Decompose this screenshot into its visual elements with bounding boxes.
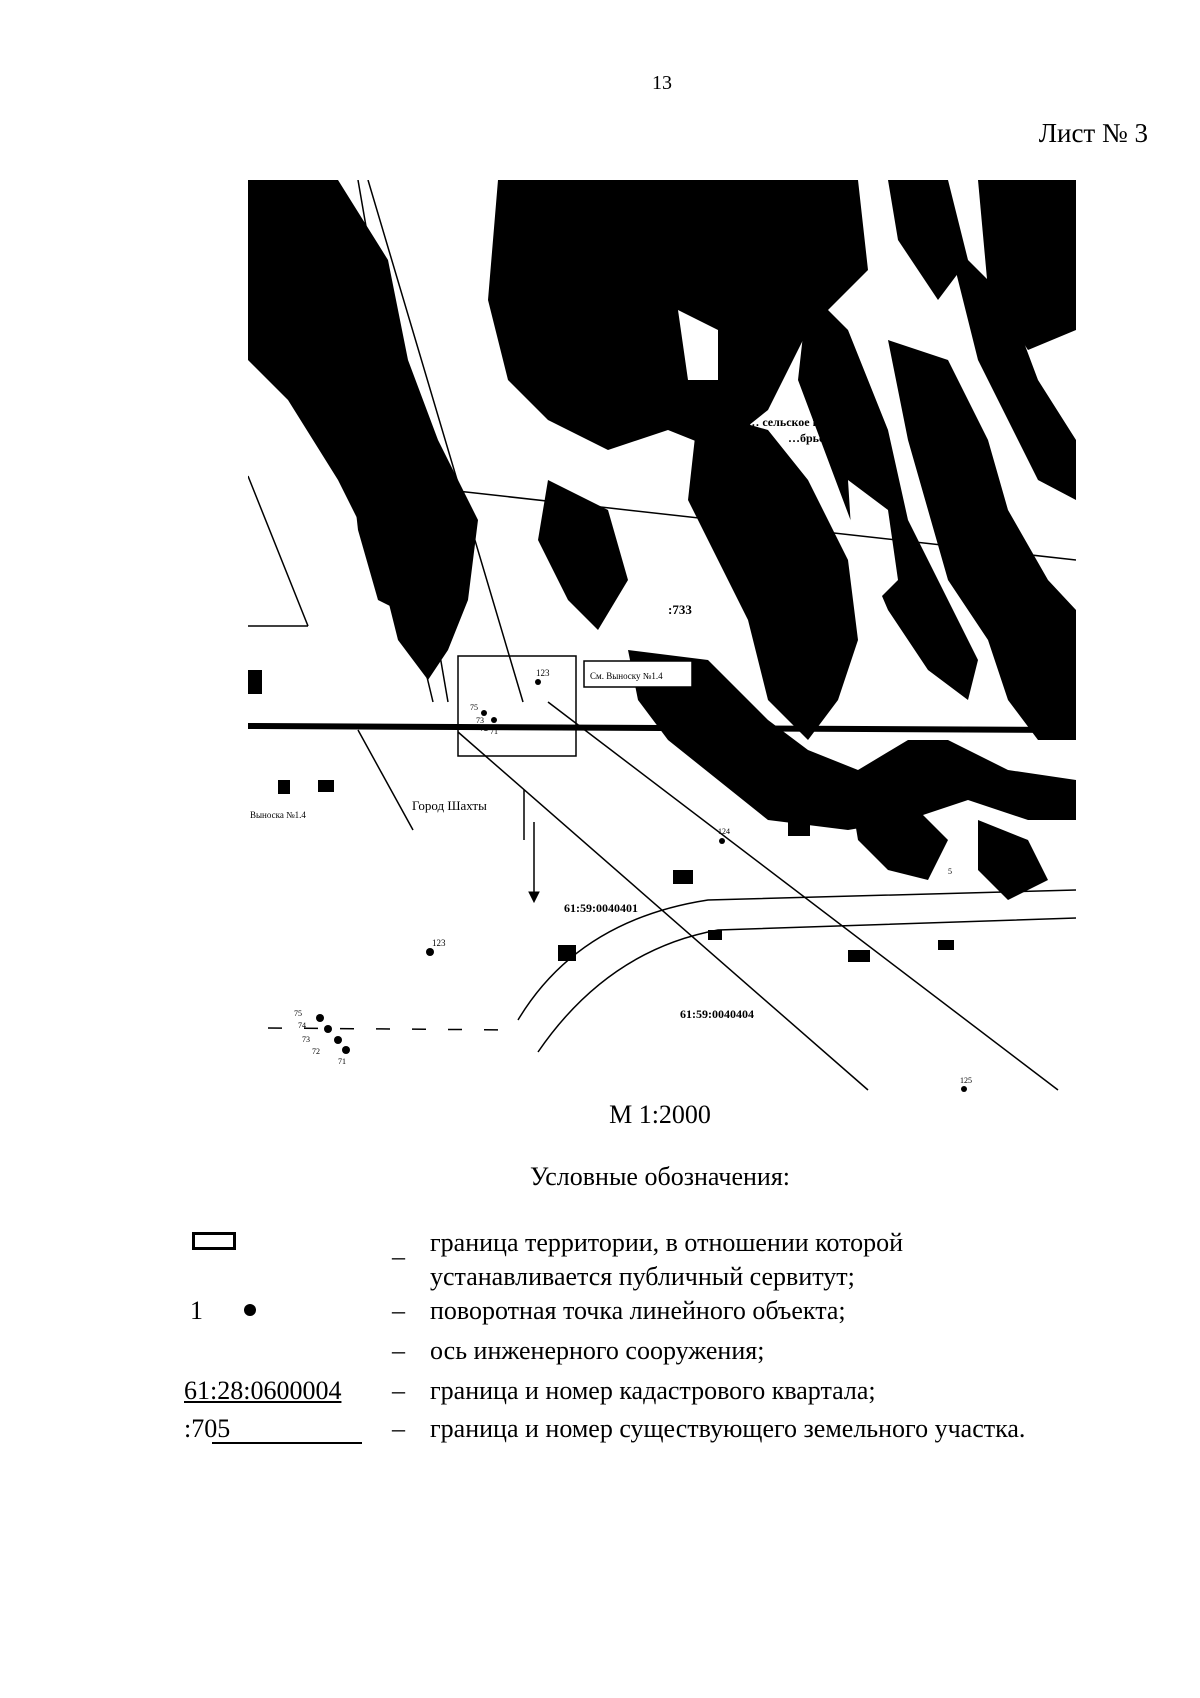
legend-text-line-2: устанавливается публичный сервитут; <box>430 1262 855 1291</box>
quarter-label-1: 61:59:0040401 <box>564 901 638 915</box>
legend-dash: – <box>392 1296 405 1325</box>
legend-text: ось инженерного сооружения; <box>430 1336 765 1365</box>
inset-point-label: 71 <box>338 1057 346 1066</box>
point-number-sample: 1 <box>190 1296 203 1325</box>
city-label: Город Шахты <box>412 798 487 813</box>
point-label: 75 <box>470 703 478 712</box>
inset-point-label: 75 <box>294 1009 302 1018</box>
inset-point-label: 123 <box>432 938 446 948</box>
legend-dash: – <box>392 1242 405 1271</box>
inset-point-label: 73 <box>302 1035 310 1044</box>
point-label: 125 <box>960 1076 972 1085</box>
callout-ref-label: См. Выноску №1.4 <box>590 671 663 681</box>
parcel-top-label: 61:2… <box>752 519 786 533</box>
legend-text: граница и номер существующего земельного участка. <box>430 1414 1026 1443</box>
land-parcel-sample: :705 <box>184 1414 231 1443</box>
point-label: 73 <box>476 716 484 725</box>
point-label: 71 <box>490 727 498 736</box>
map-terrain <box>248 180 1076 962</box>
rectangle-icon <box>192 1232 236 1250</box>
legend-text-line-1: граница территории, в отношении которой <box>430 1228 904 1257</box>
land-parcel-underline <box>212 1442 362 1444</box>
point-dot-icon <box>244 1304 256 1316</box>
legend-dash: – <box>392 1414 405 1443</box>
point-label: 72 <box>480 724 488 733</box>
legend-title: Условные обозначения: <box>529 1162 791 1191</box>
point-label: 5 <box>948 867 952 876</box>
legend-dash: – <box>392 1336 405 1365</box>
map-points <box>316 679 967 1092</box>
cadastral-map[interactable] <box>248 180 1076 1098</box>
arrow-icon <box>529 822 539 902</box>
settlement-label: "А… сельское поселение" <box>732 415 875 429</box>
cadastral-quarter-sample: 61:28:0600004 <box>184 1376 342 1405</box>
point-label: 123 <box>536 668 550 678</box>
legend-dash: – <box>392 1376 405 1405</box>
point-label: 76 <box>394 484 403 494</box>
map-scale: М 1:2000 <box>609 1100 711 1129</box>
page-number: 13 <box>652 72 672 94</box>
legend-text: граница и номер кадастрового квартала; <box>430 1376 876 1405</box>
inset-point-label: 74 <box>298 1021 306 1030</box>
point-label: 124 <box>718 827 730 836</box>
inset-title-label: Выноска №1.4 <box>250 810 306 820</box>
inset-point-label: 72 <box>312 1047 320 1056</box>
quarter-label-2: 61:59:0040404 <box>680 1007 754 1021</box>
legend-text <box>430 1226 1130 1294</box>
sheet-title: Лист № 3 <box>1038 118 1148 148</box>
settlement-sub-label: …брьского… <box>788 431 861 445</box>
legend-text: поворотная точка линейного объекта; <box>430 1296 846 1325</box>
parcel-733-label: :733 <box>668 602 692 617</box>
map-canvas <box>248 180 1076 1098</box>
